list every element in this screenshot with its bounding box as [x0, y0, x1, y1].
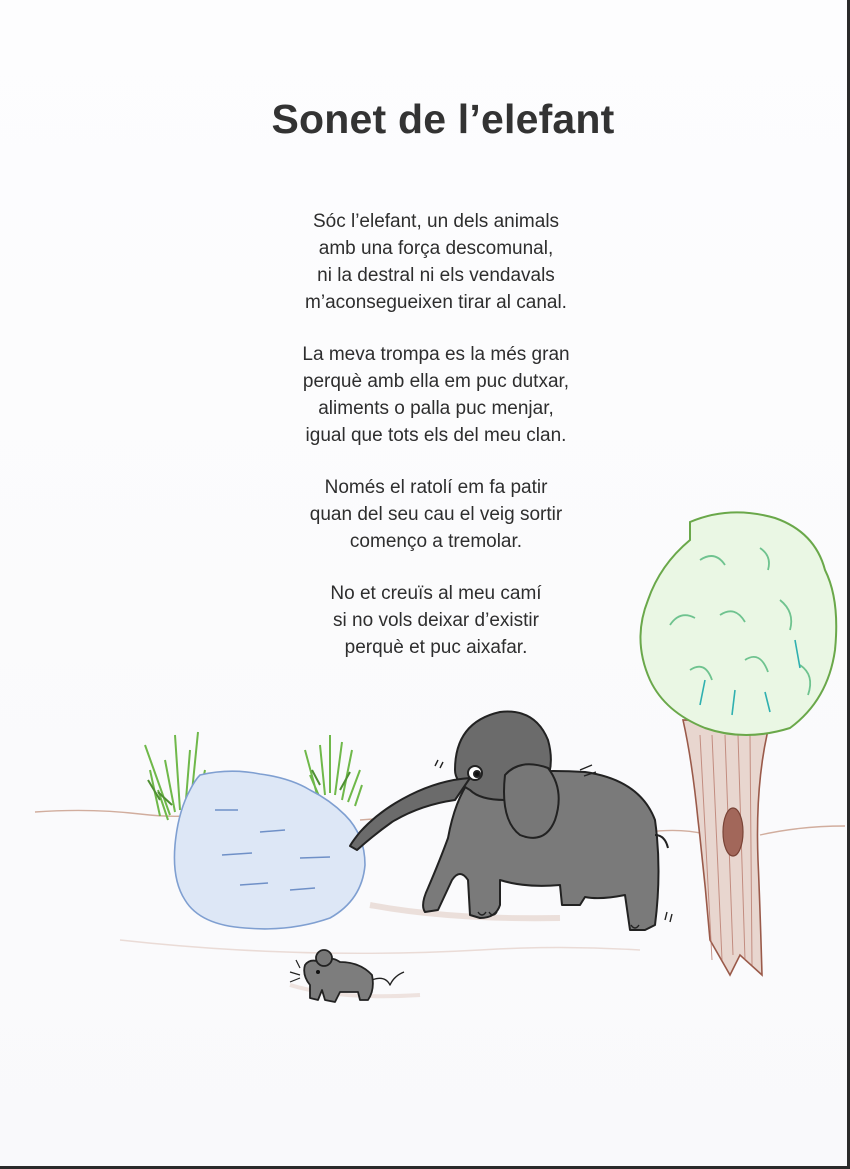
poem-line: perquè amb ella em puc dutxar, [302, 371, 570, 392]
illustration [0, 500, 850, 1060]
poem-line: si no vols deixar d’existir [333, 610, 539, 631]
poem-line: No et creuïs al meu camí [330, 583, 542, 604]
elephant-drawing [350, 712, 672, 930]
stanza-2 [0, 341, 850, 449]
poem-line: igual que tots els del meu clan. [305, 425, 567, 446]
poem-line: amb una força descomunal, [318, 238, 554, 259]
poem-line: perquè et puc aixafar. [344, 637, 528, 658]
poem-line: ni la destral ni els vendavals [317, 265, 555, 286]
poem-line: començo a tremolar. [349, 531, 523, 552]
pond-drawing [174, 771, 365, 929]
poem-line: La meva trompa es la més gran [302, 344, 570, 365]
poem-line: aliments o palla puc menjar, [318, 398, 554, 419]
poem-line: m’aconsegueixen tirar al canal. [305, 292, 567, 313]
poem-line: Sóc l’elefant, un dels animals [312, 211, 560, 232]
stanza-1 [0, 208, 850, 316]
poem-line: quan del seu cau el veig sortir [309, 504, 563, 525]
tree-drawing [640, 512, 836, 975]
poem-title: Sonet de l’elefant [271, 96, 615, 142]
poem-line: Només el ratolí em fa patir [324, 477, 548, 498]
